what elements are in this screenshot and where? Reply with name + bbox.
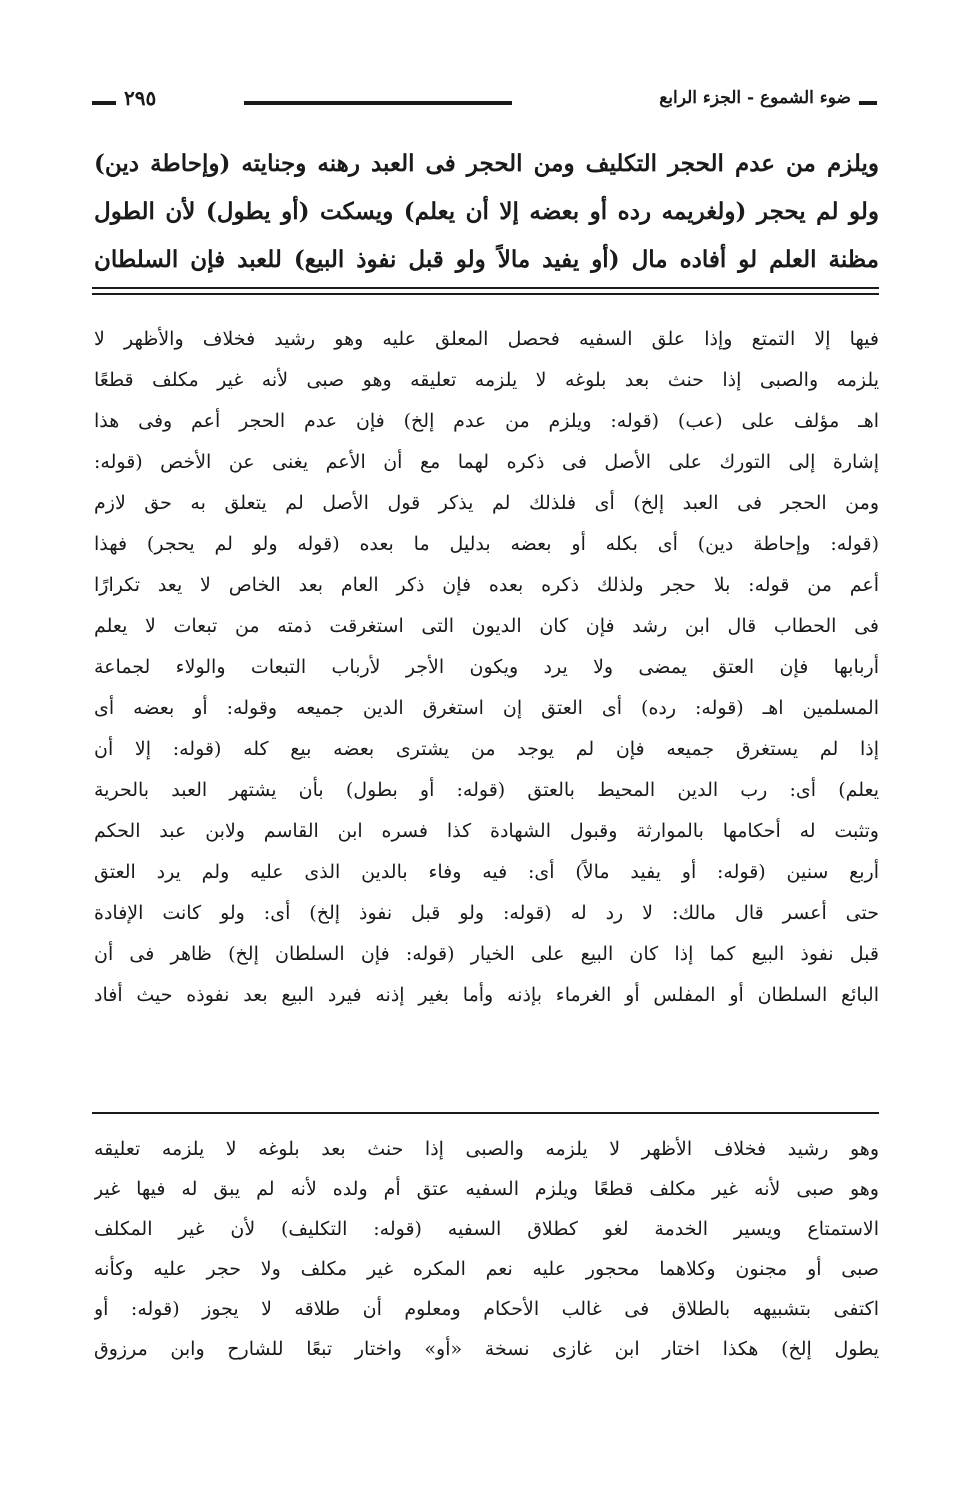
footnote-line: الاستمتاع ويسير الخدمة لغو كطلاق السفيه (قوله: التكليف) لأن غير المكلف [94,1218,879,1240]
commentary-line: أربابها فإن العتق يمضى ولا يرد ويكون الأجر لأرباب التبعات والولاء لجماعة [94,656,879,678]
page-number: ٢٩٥ [124,86,157,110]
commentary-line: أعم من قوله: بلا حجر ولذلك ذكره بعده فإن ذكر العام بعد الخاص لا يعد تكرارًا [94,574,879,596]
commentary-line: ومن الحجر فى العبد إلخ) أى فلذلك لم يذكر قول الأصل لم يتعلق به حق لازم [94,492,879,514]
commentary-line: يلزمه والصبى إذا حنث بعد بلوغه لا يلزمه تعليقه وهو صبى لأنه غير مكلف قطعًا [94,369,879,391]
running-header [92,88,877,118]
commentary-line: فى الحطاب قال ابن رشد فإن كان الديون التى استغرقت ذمته من تبعات لا يعلم [94,615,879,637]
double-rule-top [92,287,879,289]
main-text-line: ولو لم يحجر (ولغريمه رده أو بعضه إلا أن يعلم) ويسكت (أو يطول) لأن الطول [94,198,879,225]
main-text-line: مظنة العلم لو أفاده مال (أو يفيد مالاً ولو قبل نفوذ البيع) للعبد فإن السلطان [94,246,879,273]
footnote-line: وهو صبى لأنه غير مكلف قطعًا ويلزم السفيه عتق أم ولده لأنه لم يبق له فيها غير [94,1178,879,1200]
double-rule-bottom [92,293,879,295]
commentary-line: أربع سنين (قوله: أو يفيد مالاً) أى: فيه وفاء بالدين الذى عليه ولم يرد العتق [94,861,879,883]
commentary-line: وتثبت له أحكامها بالموارثة وقبول الشهادة كذا فسره ابن القاسم ولابن عبد الحكم [94,820,879,842]
commentary-line: إشارة إلى التورك على الأصل فى ذكره لهما مع أن الأعم يغنى عن الأخص (قوله: [94,451,879,473]
commentary-line: البائع السلطان أو المفلس أو الغرماء بإذنه وأما بغير إذنه فيرد البيع بعد نفوذه حيث أفاد [94,984,879,1006]
commentary-line: يعلم) أى: رب الدين المحيط بالعتق (قوله: أو بطول) بأن يشتهر العبد بالحرية [94,779,879,801]
commentary-line: فيها إلا التمتع وإذا علق السفيه فحصل المعلق عليه وهو رشيد فخلاف والأظهر لا [94,328,879,350]
commentary-line: (قوله: وإحاطة دين) أى بكله أو بعضه بدليل ما بعده (قوله ولو لم يحجر) فهذا [94,533,879,555]
footnote-separator [92,1112,879,1114]
commentary-line: حتى أعسر قال مالك: لا رد له (قوله: ولو قبل نفوذ إلخ) أى: ولو كانت الإفادة [94,902,879,924]
footnote-line: صبى أو مجنون وكلاهما محجور عليه نعم المكره غير مكلف ولا حجر عليه وكأنه [94,1258,879,1280]
main-text-line: ويلزم من عدم الحجر التكليف ومن الحجر فى العبد رهنه وجنايته (وإحاطة دين) [94,150,879,177]
commentary-line: المسلمين اهـ (قوله: رده) أى العتق إن استغرق الدين جميعه وقوله: أو بعضه أى [94,697,879,719]
footnote-line: يطول إلخ) هكذا اختار ابن غازى نسخة «أو» واختار تبعًا للشارح وابن مرزوق [94,1338,879,1360]
header-title: ضوء الشموع - الجزء الرابع [659,88,851,108]
header-dash-left [92,101,116,105]
footnote-line: وهو رشيد فخلاف الأظهر لا يلزمه والصبى إذا حنث بعد بلوغه لا يلزمه تعليقه [94,1138,879,1160]
commentary-line: اهـ مؤلف على (عب) (قوله: ويلزم من عدم إلخ) فإن عدم الحجر أعم وفى هذا [94,410,879,432]
footnote-line: اكتفى بتشبيهه بالطلاق فى غالب الأحكام ومعلوم أن طلاقه لا يجوز (قوله: أو [94,1298,879,1320]
header-dash-right [859,101,877,105]
commentary-line: إذا لم يستغرق جميعه فإن لم يوجد من يشترى بعضه بيع كله (قوله: إلا أن [94,738,879,760]
commentary-line: قبل نفوذ البيع كما إذا كان البيع على الخيار (قوله: فإن السلطان إلخ) ظاهر فى أن [94,943,879,965]
header-rule [244,101,512,105]
